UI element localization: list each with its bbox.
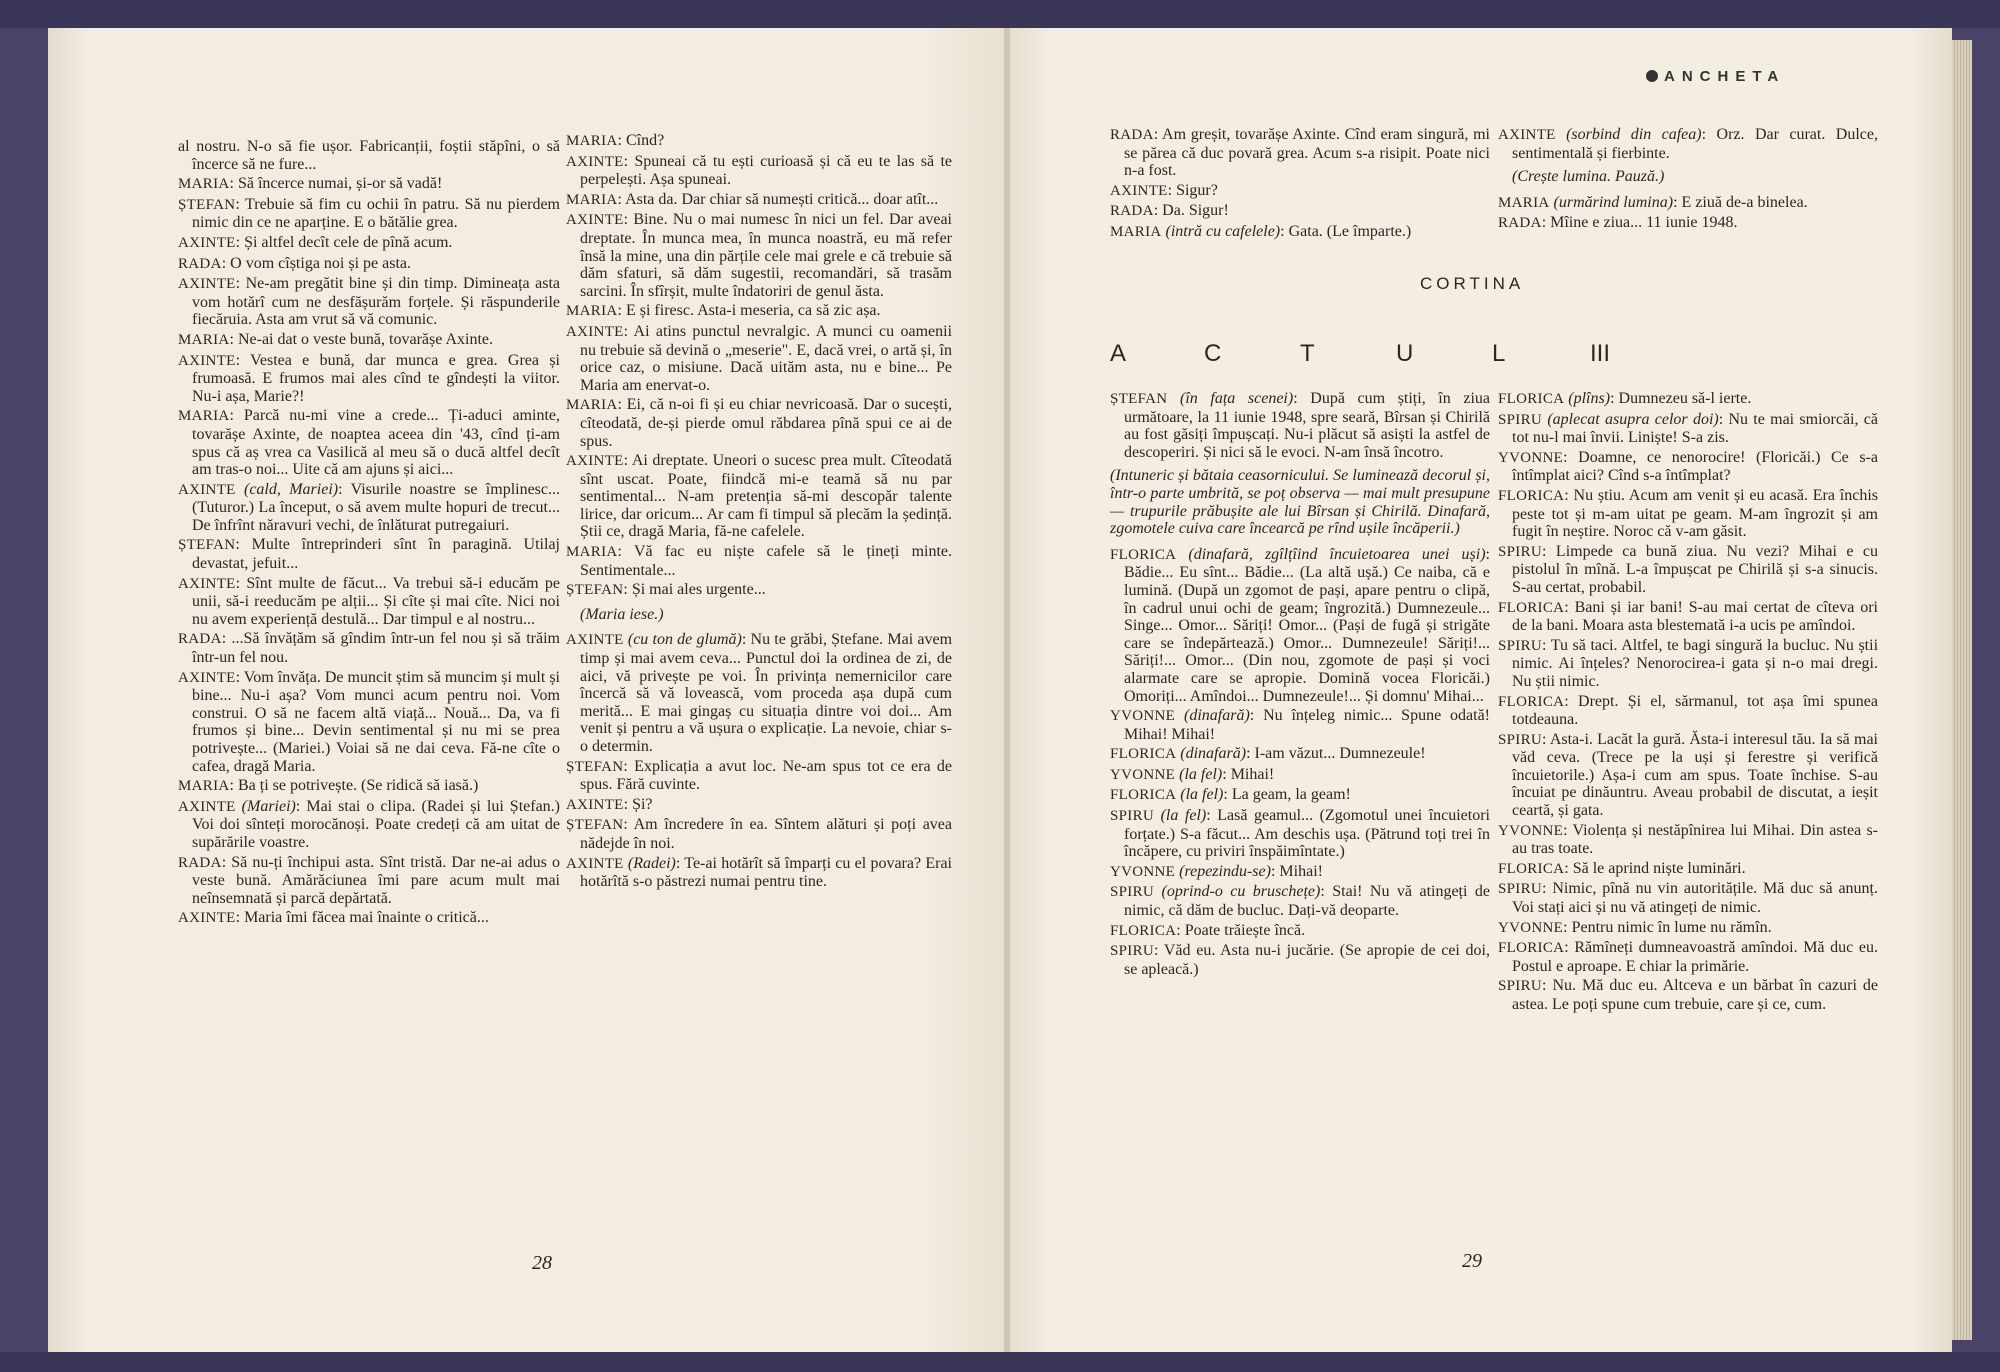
dialogue-line: MARIA (urmărind lumina): E ziuă de-a binelea. [1498, 193, 1808, 211]
dialogue-line: AXINTE: Și? [566, 795, 653, 813]
line-text: Pentru nimic în lume nu rămîn. [1571, 918, 1772, 936]
speaker-direction: (repezindu-se) [1179, 862, 1271, 880]
dialogue-line: AXINTE: Vestea e bună, dar munca e grea. Grea și frumoasă. E frumos mai ales cînd te gîndești la viitor. Nu-i așa, Marie?! [178, 351, 560, 405]
speaker-direction: (urmărind lumina) [1553, 193, 1674, 211]
speaker-name: SPIRU [1498, 731, 1543, 748]
speaker-name: RADA [178, 255, 222, 272]
line-text: Trebuie să fim cu ochii în patru. Să nu pierdem nimic din ce ne aparține. E o bătălie grea. [192, 195, 561, 232]
dialogue-line: SPIRU (oprind-o cu bruschețe): Stai! Nu vă atingeți de nimic, că dăm de bucluc. Dați-vă deoparte. [1110, 883, 1490, 920]
line-text: Ai dreptate. Uneori o sucesc prea mult. Cîteodată sînt uscat. Poate, fiindcă mi-e teamă să nu par sentimental... N-am pretenția să-mi descopăr talente lirice, dar oricum... Ar cam fi timpul să plecăm la ședință. Știi ce, dragă Maria, fă-ne cafelele. [580, 452, 953, 541]
speaker-name: SPIRU [1498, 411, 1543, 428]
act-letter: C [1204, 340, 1222, 367]
dialogue-line: RADA: ...Să învățăm să gîndim într-un fel nou și să trăim într-un fel nou. [178, 630, 560, 667]
speaker-name: YVONNE [1110, 766, 1176, 783]
dialogue-line: MARIA: Cînd? [566, 132, 665, 149]
right-page [1010, 28, 1952, 1352]
speaker-name: SPIRU [1498, 637, 1543, 654]
speaker-name: YVONNE [1498, 822, 1564, 839]
dialogue-line: YVONNE (la fel): Mihai! [1110, 765, 1275, 783]
speaker-name: AXINTE [566, 855, 624, 872]
line-text: Maria îmi făcea mai înainte o critică... [244, 909, 489, 927]
speaker-name: FLORICA [1110, 546, 1177, 563]
speaker-direction: (în fața scenei) [1180, 390, 1294, 407]
speaker-name: MARIA [178, 778, 230, 795]
speaker-direction: (la fel) [1180, 786, 1224, 804]
dialogue-line: YVONNE (repezindu-se): Mihai! [1110, 862, 1323, 880]
line-text: E ziuă de-a binelea. [1681, 193, 1808, 211]
line-text: Nu te grăbi, Ștefane. Mai avem timp și mai avem ceva... Punctul doi la ordinea de zi, de aici, vă privește pe voi. În privința nemernicilor care încercă să vă lovească, vom proceda așa după cum merită... E mai gingaș cu situația dintre voi doi... Am venit și pentru a vă ușura o explicație. La nevoie, chiar s-o determin. [580, 631, 953, 755]
dialogue-line: ȘTEFAN: Am încredere în ea. Sîntem alături și poți avea nădejde în noi. [566, 816, 953, 852]
line-text: Explicația a avut loc. Ne-am spus tot ce era de spus. Fără cuvinte. [580, 757, 953, 794]
line-text: Am greșit, tovarășe Axinte. Cînd eram singură, mi se părea că duc povară grea. Acum s-a risipit. Poate nici n-a fost. [1124, 126, 1490, 180]
dialogue-line: ȘTEFAN: Și mai ales urgente... [566, 581, 766, 599]
act-letter: T [1300, 340, 1315, 367]
speaker-name: AXINTE [178, 798, 236, 815]
line-text: Mai stai o clipa. (Radei și lui Ștefan.) Voi doi sînteți morocănoși. Poate credeți că am uitat de supărările voastre. [192, 797, 561, 851]
line-text: Cînd? [625, 132, 665, 149]
line-text: Nu înțeleg nimic... Spune odată! Mihai! Mihai! [1124, 707, 1490, 743]
dialogue-line: MARIA: Parcă nu-mi vine a crede... Ți-aduci aminte, tovarășe Axinte, de noaptea aceea din '43, cînd ți-am spus că aș vrea ca Vasilică al meu să o ducă altfel decît am tras-o noi... Uite că am ajuns și aici... [178, 407, 560, 479]
speaker-name: FLORICA [1498, 391, 1565, 407]
line-text: Bani și iar bani! S-au mai certat de cîteva ori de la bani. Moara asta blestemată i-a ucis pe amîndoi. [1512, 598, 1878, 635]
speaker-name: AXINTE [178, 234, 236, 251]
line-text: Limpede ca bună ziua. Nu vezi? Mihai e cu pistolul în mînă. L-a împușcat pe Chirilă și s-a sinucis. S-au certat, probabil. [1512, 542, 1878, 596]
line-text: Asta da. Dar chiar să numești critică... doar atît... [625, 190, 939, 208]
speaker-name: MARIA [178, 408, 230, 425]
speaker-name: ȘTEFAN [1110, 391, 1168, 407]
dialogue-line: MARIA: Vă fac eu niște cafele să le țineți minte. Sentimentale... [566, 543, 953, 579]
speaker-name: FLORICA [1110, 746, 1177, 763]
speaker-name: ȘTEFAN [566, 817, 624, 834]
dialogue-line: AXINTE: Și altfel decît cele de pînă acum. [178, 233, 453, 251]
speaker-name: AXINTE [178, 352, 236, 369]
dialogue-line: ȘTEFAN: Explicația a avut loc. Ne-am spus tot ce era de spus. Fără cuvinte. [566, 757, 953, 794]
line-text: Multe întreprinderi sînt în paragină. Utilaj devastat, jefuit... [192, 536, 560, 573]
line-text: Rămîneți dumneavoastră amîndoi. Mă duc eu. Postul e aproape. E chiar la primărie. [1512, 939, 1878, 975]
speaker-name: MARIA [1498, 194, 1550, 211]
line-text: Stai! Nu vă atingeți de nimic, că dăm de bucluc. Dați-vă deoparte. [1124, 883, 1490, 920]
dialogue-line: YVONNE (dinafară): Nu înțeleg nimic... Spune odată! Mihai! Mihai! [1110, 707, 1490, 743]
dialogue-line: YVONNE: Violența și nestăpînirea lui Mihai. Din astea s-au tras toate. [1498, 821, 1878, 858]
stage-direction: (Intuneric și bătaia ceasornicului. Se luminează decorul și, într-o parte umbrită, se poț observa — mai mult presupune — trupurile prăbușite ale lui Bîrsan și Chirilă. Dinafară, zgomotele cuiva care încearcă pe rînd ușile încăperii.) [1110, 467, 1490, 538]
line-text: Nimic, pînă nu vin autoritățile. Mă duc să anunț. Voi stați aici și nu vă atingeți de nimic. [1512, 880, 1878, 917]
line-text: Sigur? [1176, 181, 1218, 199]
line-text: Sînt multe de făcut... Va trebui să-i educăm pe unii, să-i reeducăm pe alții... Și cîte și mai cîte. Nici noi nu avem experiență destulă... Dar timpul e al nostru... [192, 574, 561, 628]
speaker-name: MARIA [566, 191, 618, 208]
speaker-direction: (la fel) [1179, 765, 1223, 783]
dialogue-line: YVONNE: Pentru nimic în lume nu rămîn. [1498, 918, 1772, 936]
speaker-name: MARIA [566, 303, 618, 320]
speaker-name: FLORICA [1110, 787, 1177, 804]
dialogue-line: MARIA: E și firesc. Asta-i meseria, ca să zic așa. [566, 302, 881, 320]
speaker-name: FLORICA [1498, 940, 1565, 957]
line-text: Să încerce numai, și-or să vadă! [237, 175, 443, 193]
speaker-name: MARIA [566, 544, 618, 561]
act-number: III [1590, 340, 1611, 367]
dialogue-line: AXINTE: Spuneai că tu ești curioasă și că eu te las să te perpelești. Așa spuneai. [566, 152, 952, 189]
line-text: Gata. (Le împarte.) [1288, 222, 1412, 240]
dialogue-line: MARIA (intră cu cafelele): Gata. (Le împarte.) [1110, 222, 1412, 240]
dialogue-line: FLORICA: Poate trăiește încă. [1110, 921, 1306, 939]
speaker-direction: (la fel) [1160, 807, 1207, 825]
dialogue-line: MARIA: Ei, că n-oi fi și eu chiar nevricoasă. Dar o sucești, cîteodată, de-și pierde omul răbdarea pînă spui ce ai de spus. [566, 396, 953, 450]
speaker-name: RADA [1110, 127, 1154, 143]
text-paragraph [178, 138, 560, 173]
left-column-2 [566, 132, 952, 893]
line-text: Te-ai hotărît să împarți cu el povara? Erai hotărîtă s-o păstrezi numai pentru tine. [580, 854, 952, 891]
speaker-name: AXINTE [566, 323, 624, 340]
line-text: Mihai! [1230, 765, 1275, 783]
dialogue-line: YVONNE: Doamne, ce nenorocire! (Floricăi.) Ce s-a întîmplat aici? Cînd s-a întîmplat? [1498, 448, 1878, 485]
dialogue-line: RADA: Am greșit, tovarășe Axinte. Cînd eram singură, mi se părea că duc povară grea. Acum s-a risipit. Poate nici n-a fost. [1110, 126, 1490, 180]
speaker-direction: (cu ton de glumă) [627, 631, 742, 649]
speaker-name: ȘTEFAN [178, 196, 236, 213]
left-column-1 [178, 138, 560, 930]
speaker-name: AXINTE [566, 632, 624, 649]
line-text: Spuneai că tu ești curioasă și că eu te las să te perpelești. Așa spuneai. [580, 152, 952, 189]
left-page [48, 28, 1006, 1352]
speaker-direction: (dinafară, zgîlțîind încuietoarea unei uși) [1188, 545, 1486, 563]
line-text: Bine. Nu o mai numesc în nici un fel. Dar aveai dreptate. În munca mea, în munca noastră, eu mă refer însă la mine, una din părțile cele mai grele e că trebuie să dăm sfaturi, să dăm sugestii, recomandări, să trasăm sarcini. În sfîrșit, multe îndatoriri de genul ăsta. [580, 211, 953, 300]
act-title [1110, 340, 1810, 370]
book-binding-top [0, 0, 2000, 28]
line-text: Să le aprind niște luminări. [1572, 859, 1746, 877]
speaker-direction: (plîns) [1568, 390, 1611, 407]
dialogue-line: FLORICA (dinafară): I-am văzut... Dumnezeule! [1110, 745, 1426, 763]
dialogue-line: SPIRU: Nimic, pînă nu vin autoritățile. Mă duc să anunț. Voi stați aici și nu vă atingeți de nimic. [1498, 880, 1878, 917]
line-text: Ei, că n-oi fi și eu chiar nevricoasă. Dar o sucești, cîteodată, de-și pierde omul răbdarea pînă spui ce ai de spus. [580, 396, 953, 450]
speaker-name: ȘTEFAN [566, 758, 624, 775]
speaker-direction: (sorbind din cafea) [1566, 126, 1702, 143]
speaker-name: AXINTE [566, 153, 624, 170]
speaker-direction: (dinafară) [1184, 707, 1250, 725]
dialogue-line: RADA: Să nu-ți închipui asta. Sînt tristă. Dar ne-ai adus o veste bună. Amărăciunea îmi pare acum mult mai neînsemnată și parcă depărtată. [178, 853, 560, 907]
line-text: ...Să învățăm să gîndim într-un fel nou și să trăim într-un fel nou. [192, 630, 560, 667]
dialogue-line: FLORICA: Nu știu. Acum am venit și eu acasă. Era închis peste tot și m-am uitat pe geam. M-am îngrozit și am fugit în neștire. Noroc că v-am găsit. [1498, 486, 1878, 541]
speaker-name: MARIA [1110, 223, 1162, 240]
speaker-name: YVONNE [1498, 919, 1564, 936]
line-text: Vă fac eu niște cafele să le țineți minte. Sentimentale... [580, 543, 953, 579]
dialogue-line: AXINTE (Mariei): Mai stai o clipa. (Radei și lui Ștefan.) Voi doi sînteți morocănoși. Poate credeți că am uitat de supărările voastre. [178, 797, 561, 851]
speaker-name: AXINTE [178, 669, 236, 686]
dialogue-line: SPIRU: Asta-i. Lacăt la gură. Ăsta-i interesul tău. Ia să mai văd ceva. (Trece pe la uși și ferestre și verifică încuietorile.) Așa-i cum am spus. Toate închise. S-au încuiat pe dinăuntru. Aveau probabil de discutat, a ieșit ceartă, și gata. [1498, 730, 1879, 820]
dialogue-line: AXINTE (Radei): Te-ai hotărît să împarți cu el povara? Erai hotărîtă s-o păstrezi numai pentru tine. [566, 854, 952, 891]
speaker-name: RADA [1110, 203, 1154, 220]
stage-direction: (Crește lumina. Pauză.) [1512, 168, 1665, 186]
dialogue-line: ȘTEFAN: Trebuie să fim cu ochii în patru. Să nu pierdem nimic din ce ne aparține. E o bătălie grea. [178, 195, 561, 232]
line-text: După cum știți, în ziua următoare, la 11 iunie 1948, spre seară, Bîrsan și Chirilă au fost găsiți împușcați. Nu-i plăcut să asiști la astfel de descoperiri. Și nici să le evoci. N-am însă încotro. [1124, 390, 1491, 461]
speaker-name: SPIRU [1110, 943, 1155, 960]
line-text: Ba ți se potrivește. (Se ridică să iasă.) [237, 777, 479, 795]
speaker-name: AXINTE [178, 481, 236, 498]
section-header-label: ANCHETA [1664, 68, 1786, 85]
line-text: O vom cîștiga noi și pe asta. [230, 254, 412, 272]
dialogue-line: AXINTE (sorbind din cafea): Orz. Dar curat. Dulce, sentimentală și fierbinte. [1498, 126, 1878, 162]
line-text: Da. Sigur! [1162, 202, 1229, 220]
speaker-name: YVONNE [1110, 863, 1176, 880]
line-text: Poate trăiește încă. [1184, 921, 1306, 939]
line-text: Orz. Dar curat. Dulce, sentimentală și fierbinte. [1512, 126, 1878, 162]
dialogue-line: MARIA: Ba ți se potrivește. (Se ridică să iasă.) [178, 777, 479, 795]
line-text: La geam, la geam! [1231, 786, 1351, 804]
dialogue-line: AXINTE: Ai dreptate. Uneori o sucesc prea mult. Cîteodată sînt uscat. Poate, fiindcă mi-e teamă să nu par sentimental... N-am pretenția să-mi descopăr talente lirice, dar oricum... Ar cam fi timpul să plecăm la ședință. Știi ce, dragă Maria, fă-ne cafelele. [566, 452, 953, 541]
line-text: Să nu-ți închipui asta. Sînt tristă. Dar ne-ai adus o veste bună. Amărăciunea îmi pare acum mult mai neînsemnată și parcă depărtată. [192, 853, 560, 907]
page-number-left: 28 [532, 1252, 552, 1274]
speaker-name: SPIRU [1110, 808, 1155, 825]
speaker-name: MARIA [178, 331, 230, 348]
dialogue-line: FLORICA: Bani și iar bani! S-au mai certat de cîteva ori de la bani. Moara asta blestemată i-a ucis pe amîndoi. [1498, 598, 1878, 635]
right-top-column-2 [1498, 126, 1878, 235]
line-text: Visurile noastre se împlinesc... (Tuturor.) La început, o să avem multe hopuri de trecut... De înfrînt năravuri vechi, de înlăturat putregaiuri. [192, 480, 561, 534]
dialogue-line: RADA: O vom cîștiga noi și pe asta. [178, 254, 412, 272]
speaker-name: SPIRU [1498, 978, 1543, 995]
right-column-1 [1110, 390, 1490, 980]
line-text: I-am văzut... Dumnezeule! [1254, 745, 1426, 763]
line-text: Parcă nu-mi vine a crede... Ți-aduci aminte, tovarășe Axinte, de noaptea aceea din '43, cînd ți-am spus că aș vrea ca Vasilică al meu să o ducă altfel decît am tras-o noi... Uite că am ajuns și aici... [192, 407, 560, 479]
speaker-name: RADA [178, 854, 222, 871]
speaker-name: ȘTEFAN [566, 582, 624, 599]
speaker-name: AXINTE [178, 575, 236, 592]
line-text: Nu. Mă duc eu. Altceva e un bărbat în cazuri de astea. Le poți spune cum trebuie, care și ce, cum. [1512, 977, 1878, 1013]
speaker-name: AXINTE [178, 276, 236, 293]
dialogue-line: AXINTE: Sînt multe de făcut... Va trebui să-i educăm pe unii, să-i reeducăm pe alții... Și cîte și mai cîte. Nici noi nu avem experiență destulă... Dar timpul e al nostru... [178, 574, 561, 628]
line-text: Văd eu. Asta nu-i jucărie. (Se apropie de cei doi, se apleacă.) [1124, 942, 1491, 978]
dialogue-line: RADA: Mîine e ziua... 11 iunie 1948. [1498, 214, 1738, 232]
speaker-name: FLORICA [1498, 860, 1565, 877]
right-top-column-1 [1110, 126, 1490, 244]
line-text: Nu te mai smiorcăi, că tot nu-l mai învii. Liniște! S-a zis. [1512, 410, 1878, 447]
line-text: Nu știu. Acum am venit și eu acasă. Era închis peste tot și m-am uitat pe geam. M-am îngrozit și am fugit în neștire. Noroc că v-am găsit. [1512, 486, 1878, 541]
speaker-name: FLORICA [1498, 487, 1565, 504]
dialogue-line: AXINTE (cald, Mariei): Visurile noastre se împlinesc... (Tuturor.) La început, o să avem multe hopuri de trecut... De înfrînt năravuri vechi, de înlăturat putregaiuri. [178, 480, 561, 534]
speaker-direction: (oprind-o cu bruschețe) [1161, 883, 1321, 901]
line-text: Vom învăța. De muncit știm să muncim și mult și bine... Nu-i așa? Vom munci acum pentru noi. Vom construi. O să ne facem altă viață... Nouă... Da, va fi frumos și bine... Devin sentimental și nu mi se prea potrivește... (Mariei.) Voiai să ne dai ceva. Fă-ne cîte o cafea, dragă Maria. [192, 668, 560, 775]
speaker-name: RADA [178, 631, 222, 648]
dialogue-line: AXINTE: Ai atins punctul nevralgic. A munci cu oamenii nu trebuie să devină o „meserie". E, dacă vrei, o artă și, în orice caz, o misiune. Dacă uităm asta, nu e bine... Pe Maria am enervat-o. [566, 322, 953, 394]
dialogue-line: MARIA: Ne-ai dat o veste bună, tovarășe Axinte. [178, 330, 493, 348]
curtain-label: CORTINA [1420, 274, 1525, 293]
act-letter: A [1110, 340, 1127, 367]
speaker-name: AXINTE [566, 212, 624, 229]
speaker-name: AXINTE [1110, 182, 1168, 199]
dialogue-line: FLORICA: Să le aprind niște luminări. [1498, 859, 1746, 877]
line-text: Mihai! [1279, 862, 1323, 880]
dialogue-line: AXINTE: Sigur? [1110, 181, 1218, 199]
speaker-name: FLORICA [1110, 922, 1177, 939]
speaker-name: YVONNE [1110, 708, 1176, 725]
line-text: Mîine e ziua... 11 iunie 1948. [1550, 214, 1738, 232]
page-number-right: 29 [1462, 1250, 1482, 1272]
page-stack-edge [1952, 40, 1972, 1340]
line-text: Bădie... Eu sînt... Bădie... (La altă ușă.) Ce naiba, că e lumină. (După un zgomot de pași, apare pentru o clipă, în cadrul unui ochi de geam; îngrozită.) Dumnezeule... Singe... Omor... Săriți! Omor... (Pași de fugă și strigăte care se îndepărtează.) Omor... Dumnezeule! Săriți!... Săriți!... Omor... (Din nou, zgomote de pași și voci alarmate care se apropie. Domină vocea Floricăi.) Omoriți... Amîndoi... Dumnezeule!... Și domnu' Mihai... [1124, 564, 1490, 705]
dialogue-line: FLORICA (dinafară, zgîlțîind încuietoarea unei uși): Bădie... Eu sînt... Bădie... (La altă ușă.) Ce naiba, că e lumină. (După un zgomot de pași, apare pentru o clipă, în cadrul unui ochi de geam; îngrozită.) Dumnezeule... Singe... Omor... Săriți! Omor... (Pași de fugă și strigăte care se îndepărtează.) Omor... Dumnezeule! Săriți!... Săriți!... Omor... (Din nou, zgomote de pași și voci alarmate care se apropie. Domină vocea Floricăi.) Omoriți... Amîndoi... Dumnezeule!... Și domnu' Mihai... [1110, 545, 1490, 705]
line-text: Am încredere în ea. Sîntem alături și poți avea nădejde în noi. [580, 816, 953, 852]
speaker-name: MARIA [566, 133, 618, 149]
line-text: Ai atins punctul nevralgic. A munci cu oamenii nu trebuie să devină o „meserie". E, dacă vrei, o artă și, în orice caz, o misiune. Dacă uităm asta, nu e bine... Pe Maria am enervat-o. [580, 322, 953, 394]
dialogue-line: SPIRU: Nu. Mă duc eu. Altceva e un bărbat în cazuri de astea. Le poți spune cum trebuie, care și ce, cum. [1498, 977, 1878, 1013]
speaker-name: ȘTEFAN [178, 537, 236, 554]
line-text: Ne-am pregătit bine și din timp. Dimineața asta vom hotărî cum ne desfășurăm forțele. Și răspunderile fiecăruia. Asta am vrut să vă comunic. [192, 275, 560, 329]
speaker-name: YVONNE [1498, 449, 1564, 466]
dialogue-line: SPIRU: Văd eu. Asta nu-i jucărie. (Se apropie de cei doi, se apleacă.) [1110, 942, 1491, 978]
dialogue-line: SPIRU: Tu să taci. Altfel, te bagi singură la bucluc. Nu știi nimic. Ai înțeles? Nenorocirea-i gata și n-o mai dregi. Nu știi nimic. [1498, 636, 1879, 690]
dialogue-line: AXINTE: Ne-am pregătit bine și din timp. Dimineața asta vom hotărî cum ne desfășurăm forțele. Și răspunderile fiecăruia. Asta am vrut să vă comunic. [178, 275, 560, 329]
line-text: Și altfel decît cele de pînă acum. [244, 233, 453, 251]
dialogue-line: FLORICA: Rămîneți dumneavoastră amîndoi. Mă duc eu. Postul e aproape. E chiar la primărie. [1498, 939, 1878, 975]
dialogue-line: FLORICA: Drept. Și el, sărmanul, tot așa îmi spunea totdeauna. [1498, 692, 1878, 729]
speaker-direction: (dinafară) [1180, 745, 1247, 763]
speaker-name: AXINTE [566, 796, 624, 813]
line-text: al nostru. N-o să fie ușor. Fabricanții, foștii stăpîni, o să încerce să ne fure... [178, 138, 560, 173]
dialogue-line: SPIRU (la fel): Lasă geamul... (Zgomotul unei încuietori forțate.) S-a făcut... Am deschis ușa. (Pătrund toți trei în încăpere, cu priviri înspăimîntate.) [1110, 807, 1490, 861]
dialogue-line: AXINTE: Bine. Nu o mai numesc în nici un fel. Dar aveai dreptate. În munca mea, în munca noastră, eu mă refer însă la mine, una din părțile cele mai grele e că trebuie să dăm sfaturi, să dăm sugestii, recomandări, să trasăm sarcini. În sfîrșit, multe îndatoriri de genul ăsta. [566, 211, 953, 300]
line-text: Asta-i. Lacăt la gură. Ăsta-i interesul tău. Ia să mai văd ceva. (Trece pe la uși și ferestre și verifică încuietorile.) Așa-i cum am spus. Toate închise. S-au încuiat pe dinăuntru. Aveau probabil de discutat, a ieșit ceartă, și gata. [1512, 730, 1879, 820]
speaker-name: MARIA [566, 397, 618, 414]
speaker-name: AXINTE [1498, 127, 1556, 143]
line-text: Tu să taci. Altfel, te bagi singură la bucluc. Nu știi nimic. Ai înțeles? Nenorocirea-i gata și n-o mai dregi. Nu știi nimic. [1512, 636, 1879, 690]
speaker-direction: (cald, Mariei) [243, 480, 339, 498]
speaker-name: RADA [1498, 215, 1542, 232]
dialogue-line: MARIA: Asta da. Dar chiar să numești critică... doar atît... [566, 190, 939, 208]
book-binding-bottom [0, 1352, 2000, 1372]
line-text: Și? [632, 795, 653, 813]
line-text: Și mai ales urgente... [631, 581, 766, 599]
speaker-name: AXINTE [178, 910, 236, 927]
act-letter: U [1396, 340, 1414, 367]
act-letter: L [1492, 340, 1506, 367]
dialogue-line: AXINTE: Vom învăța. De muncit știm să muncim și mult și bine... Nu-i așa? Vom munci acum pentru noi. Vom construi. O să ne facem altă viață... Nouă... Da, va fi frumos și bine... Devin sentimental și nu mi se prea potrivește... (Mariei.) Voiai să ne dai ceva. Fă-ne cîte o cafea, dragă Maria. [178, 668, 560, 775]
bullet-dot-icon [1646, 70, 1658, 82]
speaker-name: SPIRU [1498, 543, 1543, 560]
speaker-name: FLORICA [1498, 693, 1565, 710]
section-header [1646, 68, 1785, 85]
speaker-direction: (aplecat asupra celor doi) [1547, 410, 1719, 428]
speaker-name: SPIRU [1498, 881, 1543, 898]
dialogue-line: AXINTE: Maria îmi făcea mai înainte o critică... [178, 909, 489, 927]
dialogue-line: AXINTE (cu ton de glumă): Nu te grăbi, Ștefane. Mai avem timp și mai avem ceva... Punctul doi la ordinea de zi, de aici, vă privește pe voi. În privința nemernicilor care încercă să vă lovească, vom proceda așa după cum merită... E mai gingaș cu situația dintre voi doi... Am venit și pentru a vă ușura o explicație. La nevoie, chiar s-o determin. [566, 631, 953, 755]
line-text: Doamne, ce nenorocire! (Floricăi.) Ce s-a întîmplat aici? Cînd s-a întîmplat? [1512, 448, 1878, 485]
line-text: Lasă geamul... (Zgomotul unei încuietori forțate.) S-a făcut... Am deschis ușa. (Pătrund toți trei în încăpere, cu priviri înspăimîntate.) [1124, 807, 1490, 861]
dialogue-line: RADA: Da. Sigur! [1110, 202, 1229, 220]
dialogue-line: FLORICA (plîns): Dumnezeu să-l ierte. [1498, 390, 1752, 407]
line-text: Ne-ai dat o veste bună, tovarășe Axinte. [237, 330, 493, 348]
speaker-direction: (intră cu cafelele) [1165, 222, 1281, 240]
line-text: Drept. Și el, sărmanul, tot așa îmi spunea totdeauna. [1512, 692, 1878, 729]
speaker-name: MARIA [178, 176, 230, 193]
dialogue-line: ȘTEFAN (în fața scenei): După cum știți, în ziua următoare, la 11 iunie 1948, spre seară, Bîrsan și Chirilă au fost găsiți împușcați. Nu-i plăcut să asiști la astfel de descoperiri. Și nici să le evoci. N-am însă încotro. [1110, 390, 1491, 461]
dialogue-line: FLORICA (la fel): La geam, la geam! [1110, 786, 1351, 804]
speaker-direction: (Mariei) [241, 797, 296, 815]
line-text: Dumnezeu să-l ierte. [1618, 390, 1752, 407]
dialogue-line: SPIRU: Limpede ca bună ziua. Nu vezi? Mihai e cu pistolul în mînă. L-a împușcat pe Chirilă și s-a sinucis. S-au certat, probabil. [1498, 542, 1878, 596]
dialogue-line: MARIA: Să încerce numai, și-or să vadă! [178, 175, 443, 193]
speaker-name: SPIRU [1110, 884, 1155, 901]
speaker-name: AXINTE [566, 453, 624, 470]
dialogue-line: SPIRU (aplecat asupra celor doi): Nu te mai smiorcăi, că tot nu-l mai învii. Liniște! S-a zis. [1498, 410, 1878, 447]
right-column-2 [1498, 390, 1878, 1016]
line-text: E și firesc. Asta-i meseria, ca să zic așa. [625, 302, 881, 320]
dialogue-line: ȘTEFAN: Multe întreprinderi sînt în paragină. Utilaj devastat, jefuit... [178, 536, 560, 573]
stage-direction: (Maria iese.) [580, 605, 664, 623]
speaker-direction: (Radei) [627, 854, 676, 872]
line-text: Violența și nestăpînirea lui Mihai. Din astea s-au tras toate. [1512, 821, 1878, 858]
line-text: Vestea e bună, dar munca e grea. Grea și frumoasă. E frumos mai ales cînd te gîndești la viitor. Nu-i așa, Marie?! [192, 351, 560, 405]
speaker-name: FLORICA [1498, 599, 1565, 616]
